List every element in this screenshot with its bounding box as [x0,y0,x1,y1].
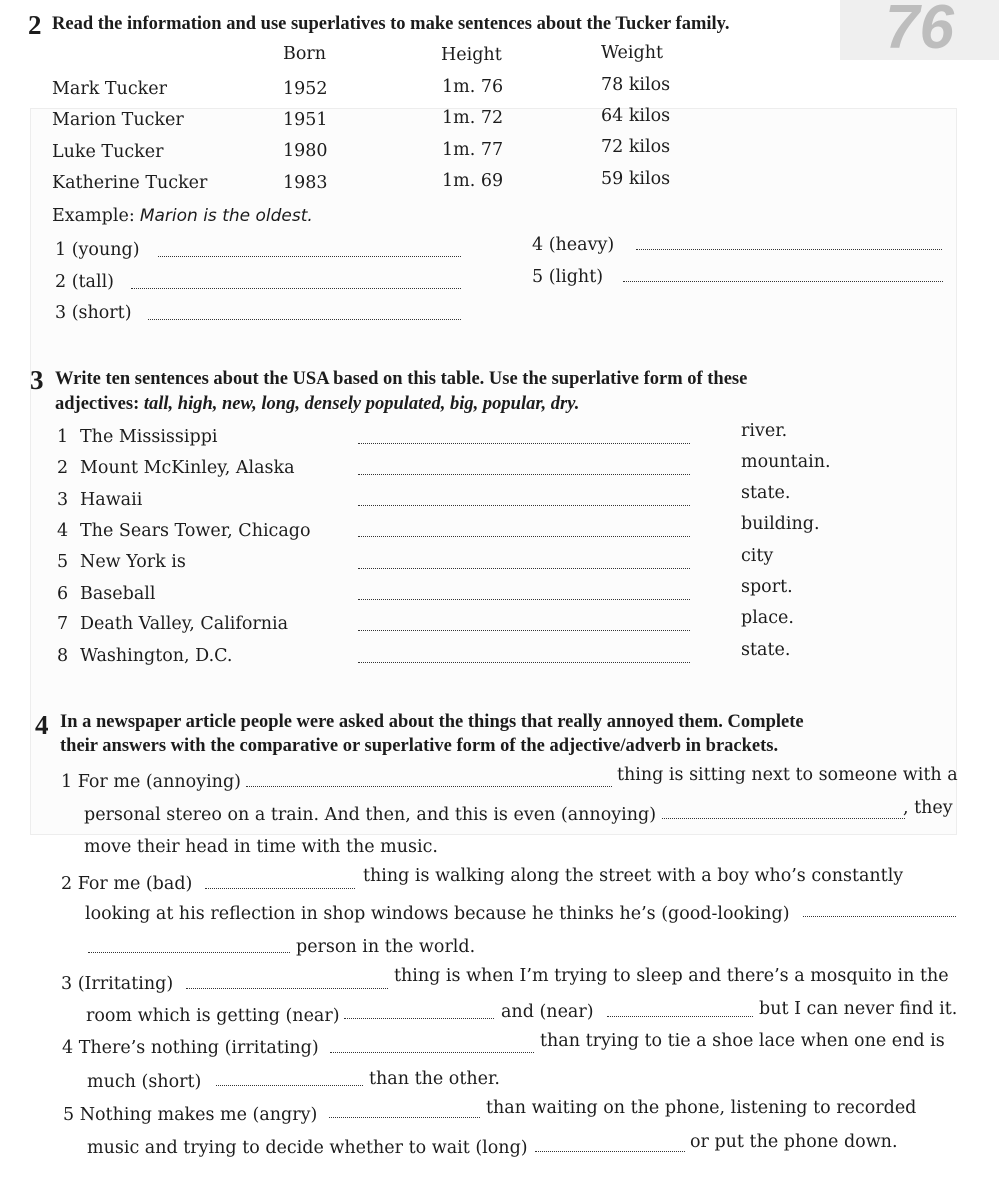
row-weight: 78 kilos [601,75,671,95]
ex2-answer-2[interactable] [131,288,461,289]
ex3-item-subject: Washington, D.C. [80,646,233,666]
adjectives-label: adjectives: [55,394,140,414]
ex3-item-number: 5 [57,552,69,572]
example-label: Example: [52,206,135,226]
ex3-item-subject: Mount McKinley, Alaska [80,458,295,478]
ex4-s3-answer-3[interactable] [607,1016,753,1017]
ex4-s2-answer-2[interactable] [803,916,956,917]
ex4-s1-text: personal stereo on a train. And then, and this is even (annoying) [84,805,657,825]
row-born: 1980 [283,141,328,161]
exercise-4-instruction-line-2: their answers with the comparative or superlative form of the adjective/adverb in brackets. [60,736,779,756]
ex3-item-number: 2 [57,458,69,478]
exercise-2-number: 2 [28,10,42,40]
ex3-item-ending: city [741,546,774,566]
ex4-s3-answer-1[interactable] [186,988,388,989]
ex3-item-subject: The Sears Tower, Chicago [80,521,311,541]
ex4-s5-answer-1[interactable] [329,1117,480,1118]
row-born: 1951 [283,110,328,130]
ex3-answer-5[interactable] [358,568,690,569]
example-answer: Marion is the oldest. [139,206,313,226]
ex4-s4-text: 4 There’s nothing (irritating) [62,1038,319,1058]
header-weight: Weight [601,43,664,63]
row-name: Mark Tucker [52,79,167,99]
ex3-item-ending: mountain. [741,452,831,472]
example-line [52,206,313,226]
ex4-s1-text: 1 For me (annoying) [61,772,241,792]
ex3-item-number: 4 [57,521,69,541]
ex2-item-3: 3 (short) [55,303,132,323]
ex3-item-subject: New York is [80,552,186,572]
ex3-item-ending: place. [741,608,794,628]
ex4-s1-text: move their head in time with the music. [84,837,438,857]
ex4-s3-text: thing is when I’m trying to sleep and there’s a mosquito in the [394,966,949,986]
row-born: 1983 [283,173,328,193]
ex4-s3-text: but I can never find it. [759,999,958,1019]
row-weight: 72 kilos [601,137,671,157]
row-height: 1m. 76 [442,77,504,97]
row-weight: 59 kilos [601,169,671,189]
ex3-item-ending: sport. [741,577,793,597]
ex3-item-ending: state. [741,640,791,660]
ex3-answer-3[interactable] [358,505,690,506]
ex3-answer-4[interactable] [358,536,690,537]
exercise-2-instruction: Read the information and use superlatives to make sentences about the Tucker family. [52,14,730,34]
ex2-answer-4[interactable] [636,249,942,250]
ex3-item-subject: Hawaii [80,490,143,510]
ex4-s3-text: room which is getting (near) [86,1006,340,1026]
ex3-item-number: 6 [57,584,69,604]
ex4-s4-answer-2[interactable] [216,1085,363,1086]
ex4-s1-text: thing is sitting next to someone with a [617,765,958,785]
exercise-3-instruction-line-1: Write ten sentences about the USA based on this table. Use the superlative form of these [55,369,748,389]
ex2-answer-3[interactable] [148,319,461,320]
ex4-s5-text: or put the phone down. [690,1132,898,1152]
ex4-s3-answer-2[interactable] [344,1018,494,1019]
ex4-s1-text: , they [903,798,953,818]
ex3-item-number: 8 [57,646,69,666]
ex4-s4-text: much (short) [87,1072,202,1092]
row-height: 1m. 72 [442,108,504,128]
ex4-s2-text: thing is walking along the street with a boy who’s constantly [363,866,904,886]
ex3-item-subject: Death Valley, California [80,614,289,634]
background-unit-letter: 76 [885,0,954,62]
ex4-s5-text: than waiting on the phone, listening to recorded [486,1098,917,1118]
row-name: Katherine Tucker [52,173,208,193]
row-name: Marion Tucker [52,110,184,130]
ex3-answer-8[interactable] [358,662,690,663]
row-name: Luke Tucker [52,142,164,162]
header-height: Height [441,45,502,65]
row-height: 1m. 77 [442,140,504,160]
ex4-s1-answer-1[interactable] [246,786,612,787]
ex3-item-number: 3 [57,490,69,510]
ex4-s5-text: 5 Nothing makes me (angry) [63,1105,318,1125]
ex4-s1-answer-2[interactable] [662,818,905,819]
ex4-s2-answer-3[interactable] [88,952,290,953]
exercise-4-instruction-line-1: In a newspaper article people were asked about the things that really annoyed them. Complete [60,712,804,732]
exercise-3-instruction-line-2 [55,392,579,416]
ex3-item-ending: building. [741,514,820,534]
ex3-item-number: 1 [57,427,69,447]
row-born: 1952 [283,79,328,99]
adjectives-list: tall, high, new, long, densely populated, big, popular, dry. [143,394,580,414]
row-weight: 64 kilos [601,106,671,126]
ex3-answer-1[interactable] [358,443,690,444]
ex3-item-ending: river. [741,421,788,441]
ex3-answer-2[interactable] [358,474,690,475]
exercise-4-number: 4 [35,710,49,740]
ex4-s4-answer-1[interactable] [330,1052,534,1053]
ex2-answer-1[interactable] [158,256,461,257]
ex4-s4-text: than trying to tie a shoe lace when one end is [540,1031,945,1051]
ex4-s5-text: music and trying to decide whether to wait (long) [87,1138,528,1158]
ex3-answer-6[interactable] [358,599,690,600]
ex3-item-number: 7 [57,614,69,634]
ex2-item-5: 5 (light) [532,267,604,287]
ex4-s5-answer-2[interactable] [535,1151,685,1152]
ex3-item-ending: state. [741,483,791,503]
header-born: Born [283,44,327,64]
row-height: 1m. 69 [442,171,504,191]
ex2-answer-5[interactable] [623,281,943,282]
ex2-item-4: 4 (heavy) [532,235,615,255]
ex4-s3-text: and (near) [501,1002,594,1022]
exercise-3-number: 3 [30,365,44,395]
ex4-s2-text: looking at his reflection in shop windows because he thinks he’s (good-looking) [85,904,790,924]
ex3-item-subject: The Mississippi [80,427,218,447]
ex4-s2-text: person in the world. [296,937,476,957]
ex4-s3-text: 3 (Irritating) [61,974,174,994]
ex4-s4-text: than the other. [369,1069,500,1089]
ex3-answer-7[interactable] [358,630,690,631]
ex4-s2-text: 2 For me (bad) [61,874,193,894]
ex3-item-subject: Baseball [80,584,156,604]
ex2-item-2: 2 (tall) [55,272,115,292]
ex2-item-1: 1 (young) [55,240,140,260]
ex4-s2-answer-1[interactable] [205,888,355,889]
